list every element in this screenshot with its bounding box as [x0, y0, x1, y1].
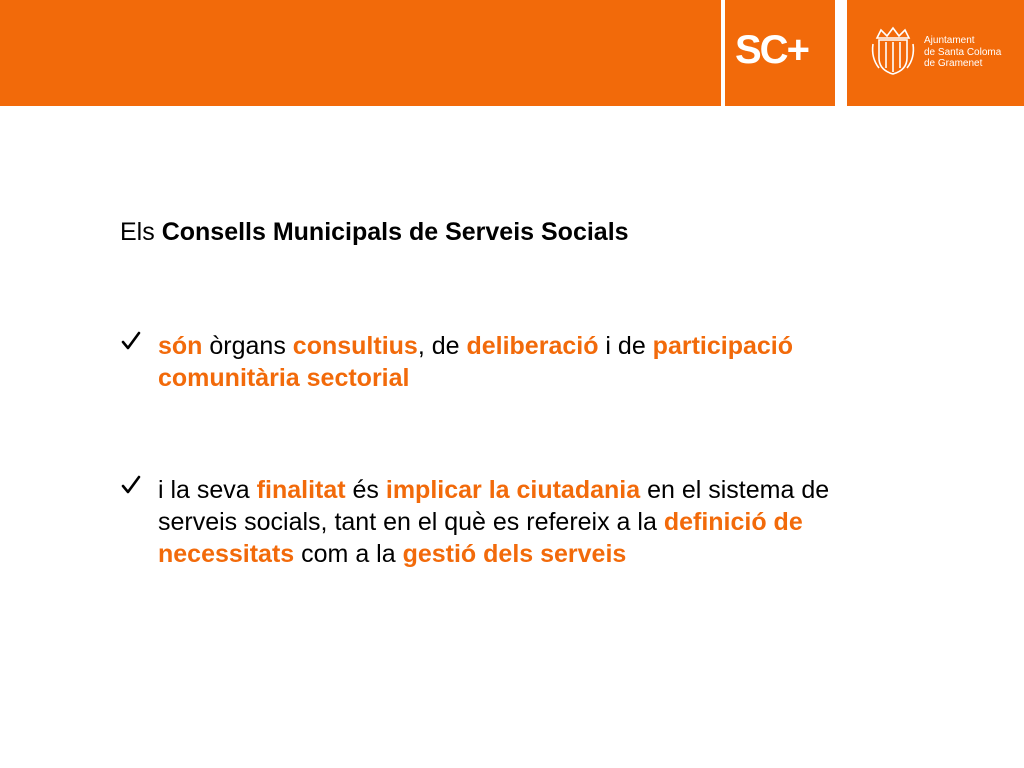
check-icon: [120, 474, 142, 496]
highlight-text: finalitat: [256, 476, 346, 504]
sc-logo: SC+: [735, 28, 808, 72]
city-line-1: Ajuntament: [924, 35, 975, 46]
highlight-text: gestió dels serveis: [402, 540, 627, 568]
body-text: i de: [598, 332, 653, 360]
bullet-text: [158, 330, 898, 394]
body-text: és: [345, 476, 386, 504]
header-bar: [0, 0, 721, 106]
body-text: com a la: [294, 540, 403, 568]
check-icon: [120, 330, 142, 352]
body-text: i la seva: [158, 476, 257, 504]
slide-content: [120, 214, 920, 568]
body-text: , de: [417, 332, 467, 360]
highlight-text: són: [158, 332, 203, 360]
body-text: òrgans: [202, 332, 293, 360]
city-line-3: de Gramenet: [924, 58, 983, 69]
header-banner: [0, 0, 1024, 108]
city-line-2: de Santa Coloma: [924, 46, 1002, 58]
city-name: [924, 35, 1001, 70]
highlight-text: participació comunitària sectorial: [158, 332, 793, 392]
city-crest-icon: [869, 24, 917, 78]
city-logo-panel: [847, 0, 1024, 106]
highlight-text: deliberació: [466, 332, 599, 360]
highlight-text: consultius: [292, 332, 418, 360]
heading-bold: Consells Municipals de Serveis Socials: [161, 218, 629, 246]
sc-logo-panel: [725, 0, 835, 106]
highlight-text: definició de necessitats: [158, 508, 803, 568]
heading-plain: Els: [120, 218, 162, 246]
body-text: en el sistema de serveis socials, tant en el què es refereix a la: [158, 476, 830, 536]
bullet-text: [158, 474, 898, 570]
highlight-text: implicar la ciutadania: [385, 476, 641, 504]
slide-heading: [120, 214, 920, 250]
